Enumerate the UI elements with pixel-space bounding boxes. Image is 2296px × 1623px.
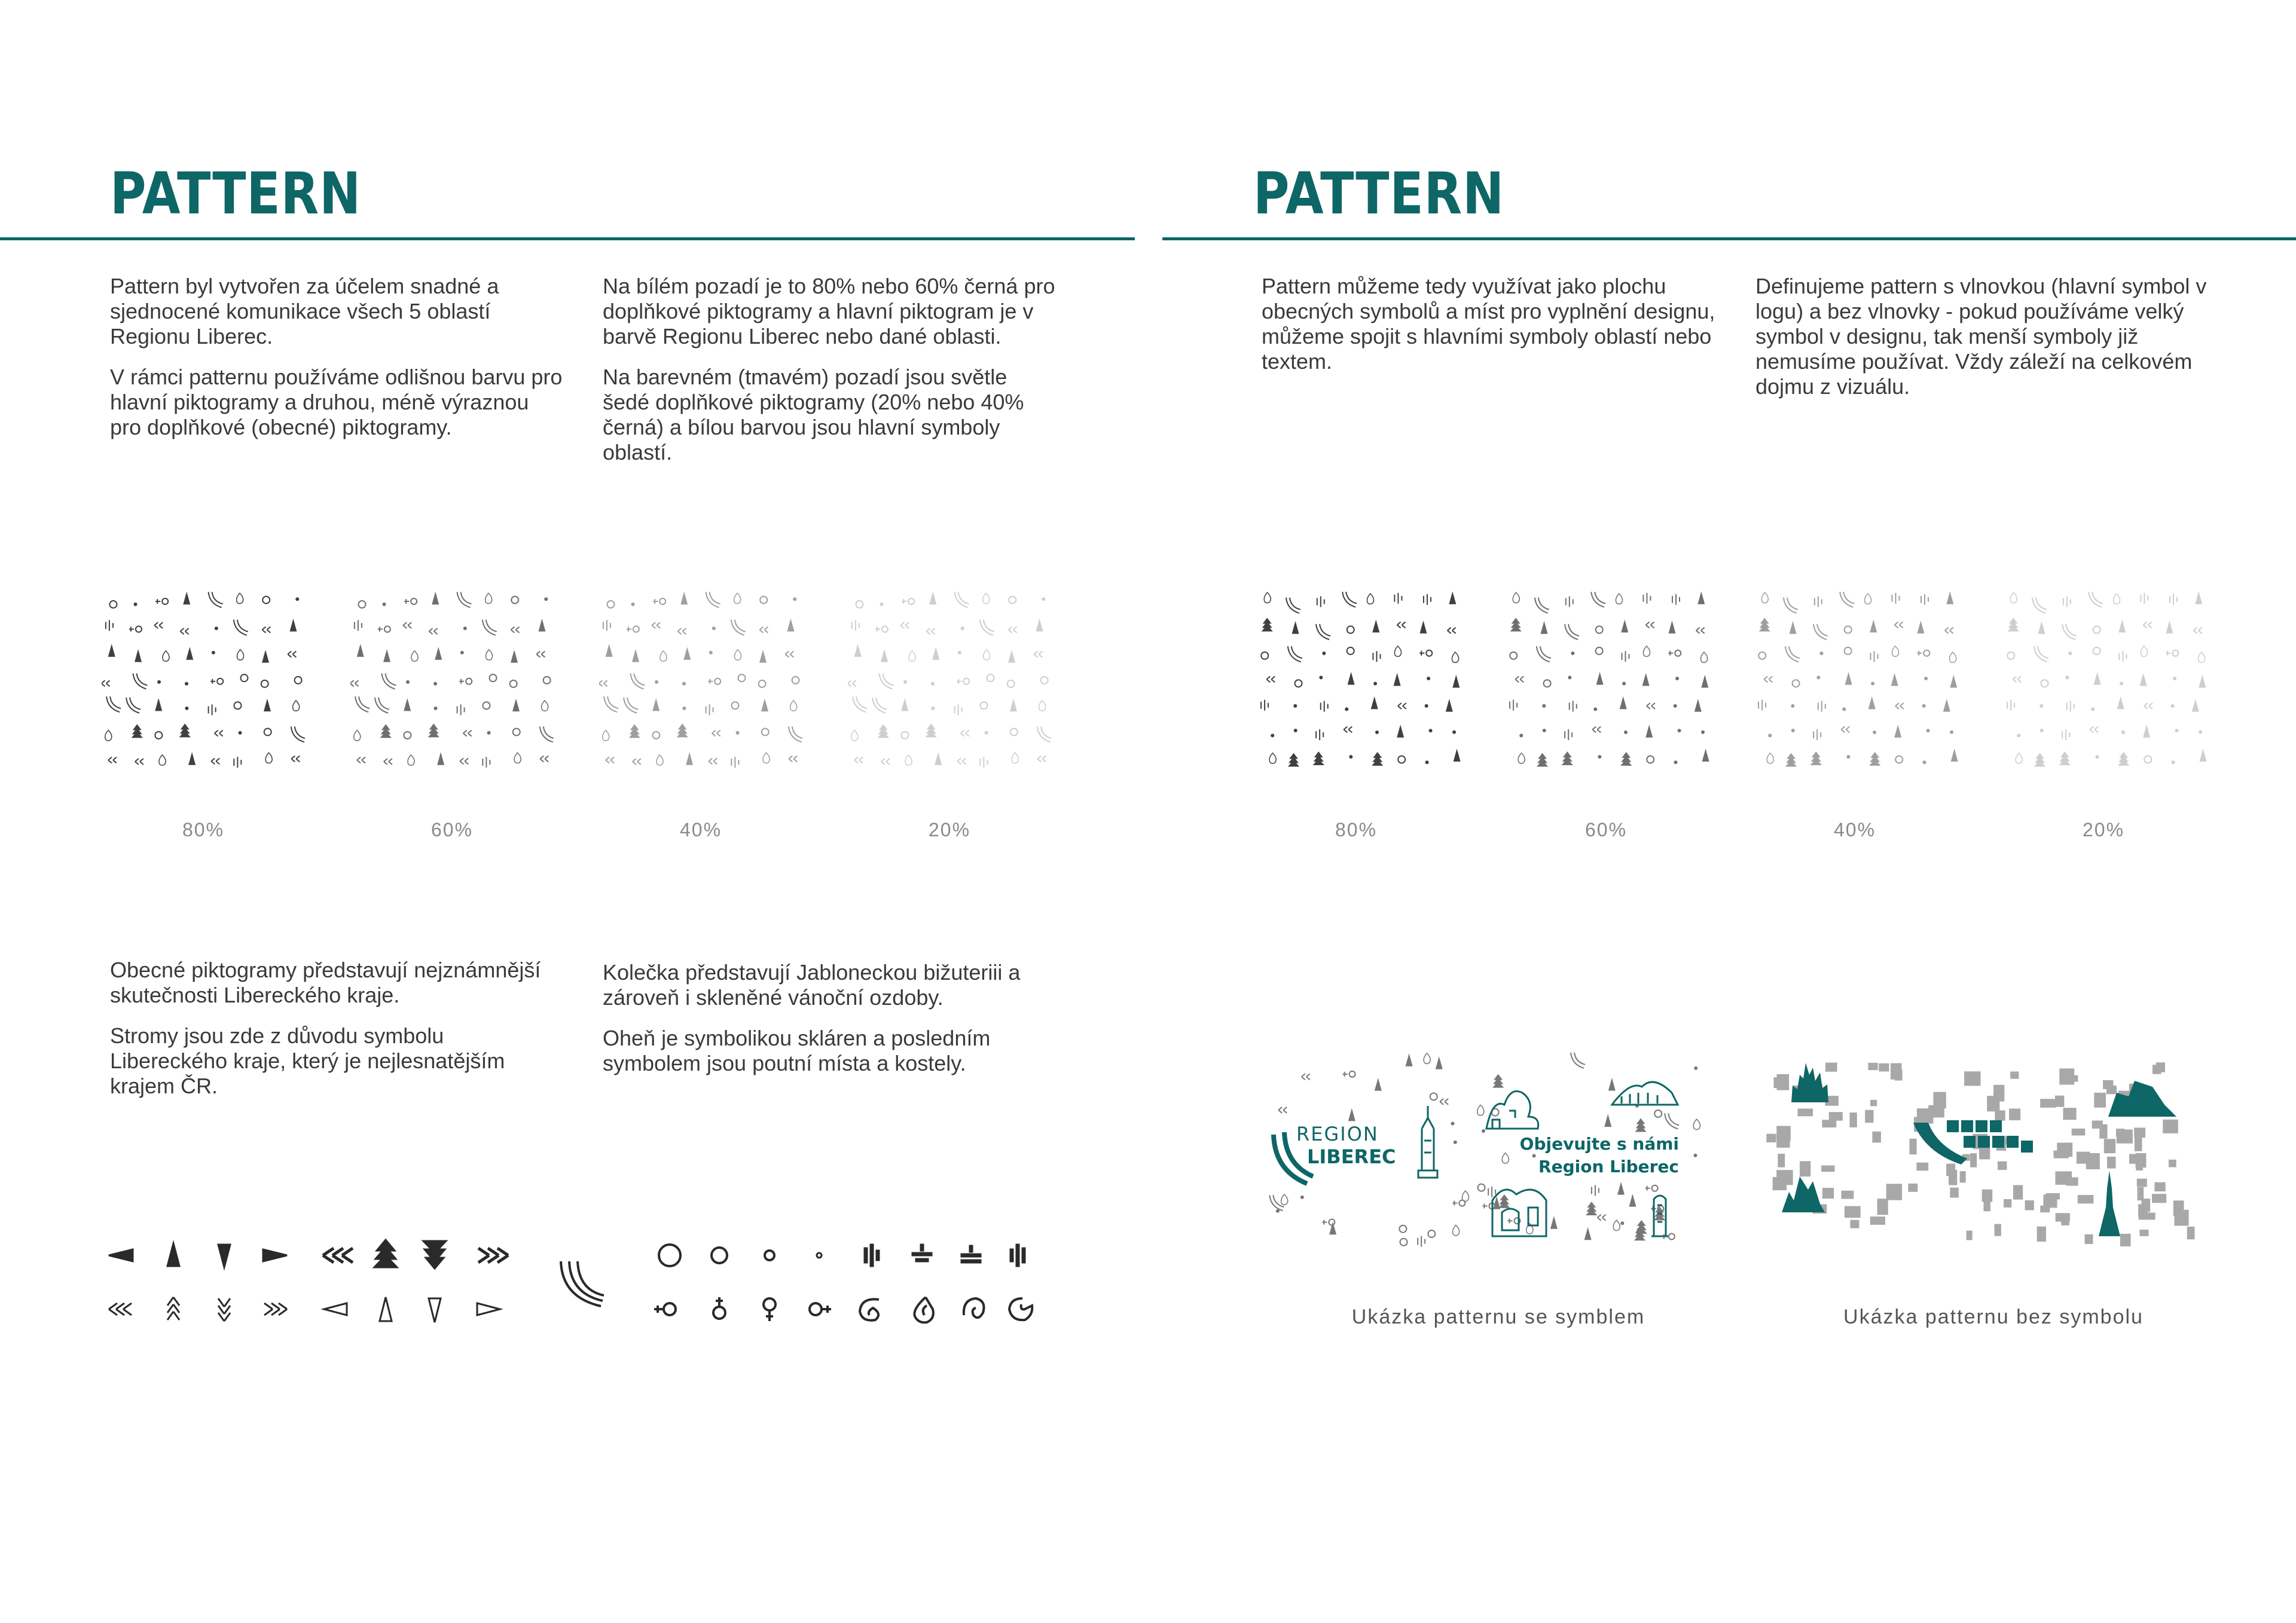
pattern-swatch-40 [599, 592, 802, 777]
chevrons-up-icon [167, 1297, 179, 1320]
bars-horizontal-icon [912, 1245, 932, 1261]
flame-right-icon [964, 1298, 984, 1318]
pattern-swatch-80 [102, 592, 305, 777]
paragraph: Stromy jsou zde z důvodu symbolu Libereckého kraje, který je nejlesnatějším krajem ČR. [110, 1023, 505, 1098]
outline-arrow-down-icon [429, 1298, 441, 1322]
bars-vertical-icon [865, 1245, 879, 1266]
paragraph: Pattern můžeme tedy využívat jako plochu obecných symbolů a míst pro vyplnění designu, můžeme spojit s hlavními symboly oblastí nebo textem. [1262, 274, 1715, 374]
pictogram-legend [102, 1231, 1058, 1333]
intro-column-1 [110, 274, 564, 456]
bridge-icon [1612, 1082, 1678, 1105]
key-right-icon [810, 1303, 831, 1315]
outline-arrow-right-icon [477, 1303, 500, 1315]
pattern-swatch-20 [848, 592, 1051, 777]
tree-up-icon [374, 1240, 397, 1267]
swatch-label: 40% [1833, 819, 1876, 840]
description-column-1 [110, 958, 564, 1114]
key-left-icon [654, 1303, 676, 1315]
right-page [1148, 0, 2296, 1623]
paragraph: Pattern byl vytvořen za účelem snadné a sjednocené komunikace všech 5 oblastí Regionu Liberec. [110, 274, 499, 349]
bars-side-icon [1010, 1245, 1025, 1266]
logo-text-region: REGION [1296, 1123, 1379, 1145]
castle-rocks-icon [1486, 1092, 1538, 1129]
flame-curl-icon [1009, 1298, 1032, 1320]
chevrons-left-icon [109, 1303, 132, 1315]
flame-up-icon [914, 1297, 933, 1322]
pattern-swatch-60 [350, 592, 554, 777]
paragraph: V rámci patternu používáme odlišnou barvu pro hlavní piktogramy a druhou, méně výraznou pro doplňkové (obecné) piktogramy. [110, 365, 563, 439]
pattern-sample-without-symbol [1758, 1051, 2200, 1248]
key-down-icon [713, 1297, 725, 1319]
slogan-line-2: Region Liberec [1538, 1157, 1679, 1176]
church-landscape-icon [1492, 1190, 1546, 1236]
swatch-label: 40% [679, 819, 722, 840]
tower-tall-icon [2099, 1170, 2120, 1236]
outline-arrow-left-icon [324, 1303, 347, 1315]
pattern-sample-with-symbol [1265, 1051, 1708, 1248]
circle-medium-icon [712, 1248, 727, 1263]
intro-column-2 [1755, 274, 2210, 415]
swatch-label: 60% [1584, 819, 1628, 840]
tree-right-icon [478, 1248, 508, 1263]
arrow-left-icon [109, 1249, 133, 1261]
slogan-line-1: Objevujte s námi [1519, 1134, 1679, 1154]
title-rule [0, 237, 1135, 240]
circle-small-icon [765, 1251, 774, 1260]
wave-icon [561, 1261, 604, 1306]
pattern-swatch-80 [1260, 592, 1464, 777]
caption-without-symbol: Ukázka patternu bez symbolu [1843, 1306, 2144, 1328]
tower-icon [1418, 1106, 1437, 1178]
page-title: PATTERN [110, 160, 362, 227]
arrow-right-icon [263, 1249, 287, 1261]
swatch-label: 60% [430, 819, 474, 840]
paragraph: Kolečka představují Jabloneckou bižuteriii a zároveň i skleněné vánoční ozdoby. [603, 960, 1021, 1010]
flame-left-icon [860, 1299, 879, 1320]
chevrons-down-icon [218, 1298, 230, 1321]
tree-down-icon [423, 1241, 446, 1269]
swatch-label: 20% [2082, 819, 2125, 840]
logo-text-liberec: LIBEREC [1307, 1145, 1396, 1168]
page-title: PATTERN [1253, 160, 1505, 227]
intro-column-1 [1262, 274, 1716, 390]
paragraph: Obecné piktogramy představují nejznámnější skutečnosti Libereckého kraje. [110, 958, 541, 1007]
circle-dot-icon [817, 1253, 822, 1258]
swatch-label: 80% [1335, 819, 1378, 840]
pattern-swatch-40 [1758, 592, 1961, 777]
outline-arrow-up-icon [380, 1297, 392, 1321]
swatch-label: 20% [928, 819, 971, 840]
castle-large-icon [1791, 1063, 1828, 1102]
arrow-up-icon [167, 1243, 179, 1266]
paragraph: Oheň je symbolikou skláren a posledním symbolem jsou poutní místa a kostely. [603, 1026, 991, 1075]
intro-column-2 [603, 274, 1057, 481]
paragraph: Na barevném (tmavém) pozadí jsou světle šedé doplňkové piktogramy (20% nebo 40% černá) a bílou barvou jsou hlavní symboly oblastí. [603, 365, 1024, 464]
pattern-swatch-60 [1509, 592, 1712, 777]
paragraph: Na bílém pozadí je to 80% nebo 60% černá pro doplňkové piktogramy a hlavní piktogram je v barvě Regionu Liberec nebo dané oblasti. [603, 274, 1055, 349]
caption-with-symbol: Ukázka patternu se symblem [1351, 1306, 1645, 1328]
circle-large-icon [659, 1245, 680, 1266]
key-up-icon [764, 1298, 775, 1321]
description-column-2 [603, 960, 1057, 1092]
paragraph: Definujeme pattern s vlnovkou (hlavní symbol v logu) a bez vlnovky - pokud používáme velký symbol v designu, tak menší symboly již nemusíme používat. Vždy záleží na celkovém dojmu z vizuálu. [1755, 274, 2207, 399]
chevrons-right-icon [264, 1303, 287, 1315]
title-rule [1162, 237, 2296, 240]
bars-equal-icon [961, 1246, 981, 1263]
tree-left-icon [323, 1248, 353, 1263]
arrow-down-icon [218, 1245, 230, 1267]
bridge-large-icon [2108, 1081, 2176, 1117]
pattern-swatch-20 [2007, 592, 2210, 777]
swatch-label: 80% [182, 819, 225, 840]
